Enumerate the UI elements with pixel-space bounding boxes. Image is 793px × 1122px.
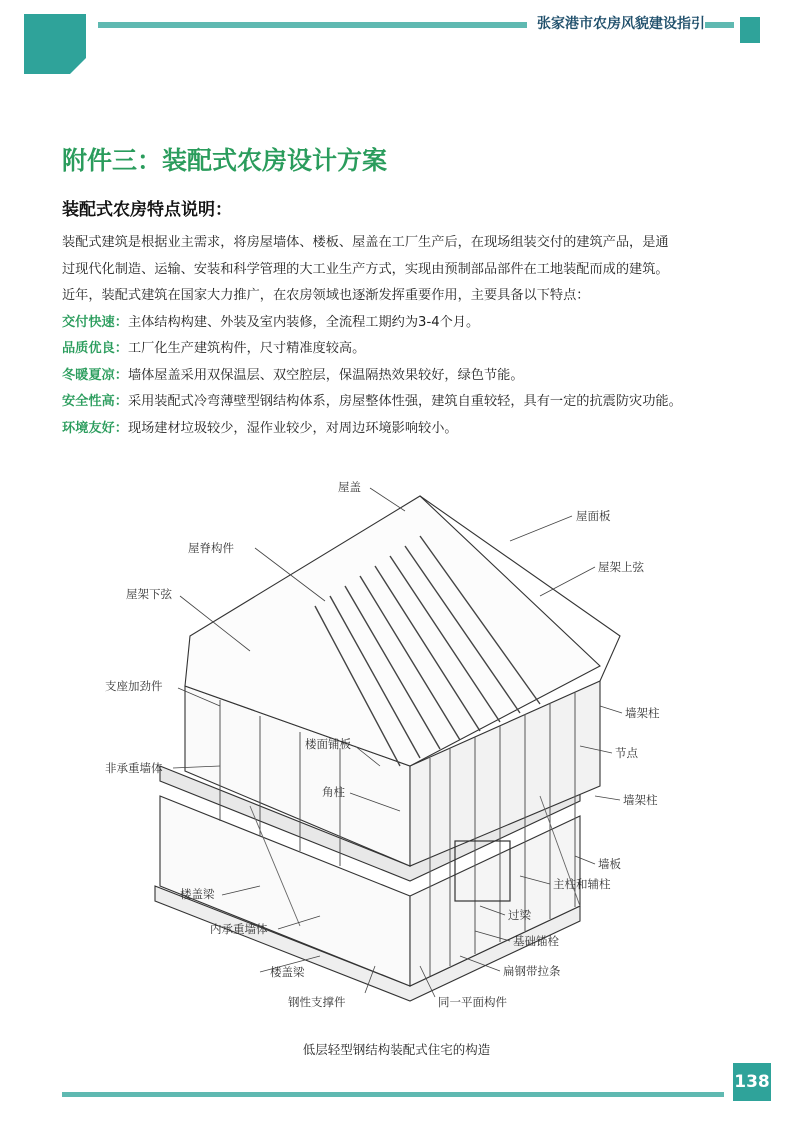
feature-key: 品质优良： <box>62 341 128 356</box>
label-support-stiffener: 支座加劲件 <box>105 679 163 693</box>
feature-key: 冬暖夏凉： <box>62 367 128 383</box>
label-ridge: 屋脊构件 <box>188 541 234 555</box>
intro-line: 近年，装配式建筑在国家大力推广，在农房领域也逐渐发挥重要作用，主要具备以下特点： <box>62 288 590 303</box>
label-non-bearing-wall: 非承重墙体 <box>105 761 163 775</box>
feature-item <box>62 336 752 363</box>
header-title: 张家港市农房风貌建设指引 <box>527 14 705 34</box>
label-floor-sheathing: 楼面铺板 <box>305 737 351 751</box>
feature-text: 现场建材垃圾较少，湿作业较少，对周边环境影响较小。 <box>127 420 458 436</box>
feature-text: 墙体屋盖采用双保温层、双空腔层，保温隔热效果较好，绿色节能。 <box>127 367 524 383</box>
label-node: 节点 <box>615 746 638 760</box>
label-floor-beam: 楼盖梁 <box>180 887 215 901</box>
feature-text: 主体结构构建、外装及室内装修，全流程工期约为3-4个月。 <box>127 314 480 330</box>
feature-item <box>62 363 752 390</box>
intro-line: 过现代化制造、运输、安装和科学管理的大工业生产方式，实现由预制部品部件在工地装配而成的建筑。 <box>62 261 669 277</box>
footer-rule <box>62 1092 724 1097</box>
page-number: 138 <box>733 1063 771 1101</box>
feature-text: 采用装配式冷弯薄壁型钢结构体系，房屋整体性强，建筑自重较轻，具有一定的抗震防灾功能。 <box>127 394 682 409</box>
label-rigid-support: 钢性支撑件 <box>288 995 346 1009</box>
header-corner-block <box>24 14 86 74</box>
label-floor-beam: 楼盖梁 <box>270 965 305 979</box>
feature-item <box>62 416 752 443</box>
feature-key: 交付快速： <box>62 314 128 330</box>
label-inner-bearing-wall: 内承重墙体 <box>210 922 268 936</box>
label-same-plane: 同一平面构件 <box>438 995 507 1009</box>
label-strap: 扁钢带拉条 <box>503 964 561 978</box>
feature-text: 工厂化生产建筑构件，尺寸精准度较高。 <box>127 341 366 356</box>
label-wall-panel: 墙板 <box>598 857 621 871</box>
feature-item <box>62 389 752 416</box>
label-wall-stud: 墙架柱 <box>623 793 658 807</box>
section-title: 装配式农房特点说明： <box>62 200 232 220</box>
intro-line: 装配式建筑是根据业主需求，将房屋墙体、楼板、屋盖在工厂生产后，在现场组装交付的建筑产品，是通 <box>62 235 669 250</box>
feature-key: 安全性高： <box>62 394 128 409</box>
body-text <box>62 230 752 442</box>
feature-key: 环境友好： <box>62 420 128 436</box>
label-corner-post: 角柱 <box>322 785 345 799</box>
structure-diagram <box>100 466 700 1026</box>
label-wall-stud: 墙架柱 <box>625 706 660 720</box>
label-bottom-chord: 屋架下弦 <box>126 587 172 601</box>
figure-caption: 低层轻型钢结构装配式住宅的构造 <box>302 1042 491 1057</box>
label-top-chord: 屋架上弦 <box>598 560 644 574</box>
feature-item <box>62 310 752 337</box>
label-roof-panel: 屋面板 <box>576 509 611 523</box>
structure-diagram-svg <box>100 466 700 1026</box>
header-end-block <box>740 17 760 43</box>
label-anchor-bolt: 基础锚栓 <box>513 934 559 948</box>
page-title: 附件三：装配式农房设计方案 <box>62 146 388 175</box>
label-roof: 屋盖 <box>338 480 361 494</box>
label-lintel: 过梁 <box>508 908 531 922</box>
label-main-aux-post: 主柱和辅柱 <box>553 877 611 891</box>
